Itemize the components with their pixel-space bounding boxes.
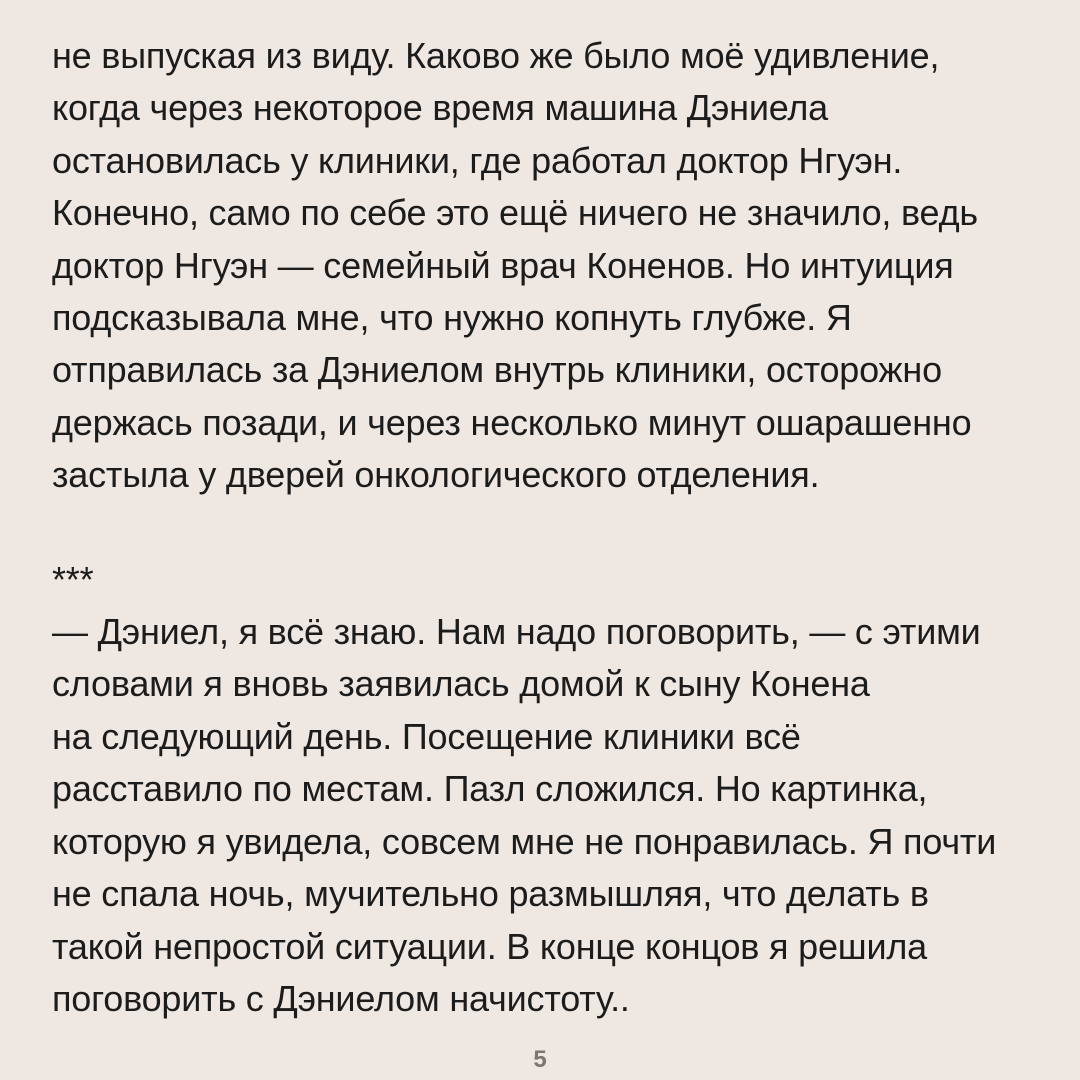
- text-line: которую я увидела, совсем мне не понравилась. Я почти: [52, 820, 997, 862]
- text-line: такой непростой ситуации. В конце концов я решила: [52, 925, 927, 967]
- paragraph-gap: [52, 502, 1062, 554]
- text-line: расставило по местам. Пазл сложился. Но картинка,: [52, 768, 928, 810]
- section-separator: ***: [52, 558, 94, 600]
- text-line: Конечно, само по себе это ещё ничего не значило, ведь: [52, 192, 978, 234]
- text-line: отправилась за Дэниелом внутрь клиники, осторожно: [52, 349, 942, 391]
- text-line: подсказывала мне, что нужно копнуть глубже. Я: [52, 297, 852, 339]
- page-body: [52, 30, 1062, 1025]
- text-line: на следующий день. Посещение клиники всё: [52, 715, 801, 757]
- page-number: 5: [533, 1046, 547, 1073]
- paragraph-2: [52, 606, 1062, 1025]
- text-line: когда через некоторое время машина Дэниела: [52, 87, 828, 129]
- paragraph-1: [52, 30, 1062, 502]
- text-line: не выпуская из виду. Каково же было моё удивление,: [52, 35, 940, 76]
- text-line: держась позади, и через несколько минут ошарашенно: [52, 401, 972, 443]
- text-line: доктор Нгуэн — семейный врач Коненов. Но интуиция: [52, 244, 954, 286]
- text-line: остановилась у клиники, где работал доктор Нгуэн.: [52, 139, 903, 181]
- text-line: — Дэниел, я всё знаю. Нам надо поговорить, — с этими: [52, 611, 981, 653]
- text-line: поговорить с Дэниелом начистоту..: [52, 977, 630, 1019]
- text-line: словами я вновь заявилась домой к сыну Конена: [52, 663, 870, 705]
- text-line: не спала ночь, мучительно размышляя, что делать в: [52, 873, 929, 915]
- text-line: застыла у дверей онкологического отделения.: [52, 454, 820, 496]
